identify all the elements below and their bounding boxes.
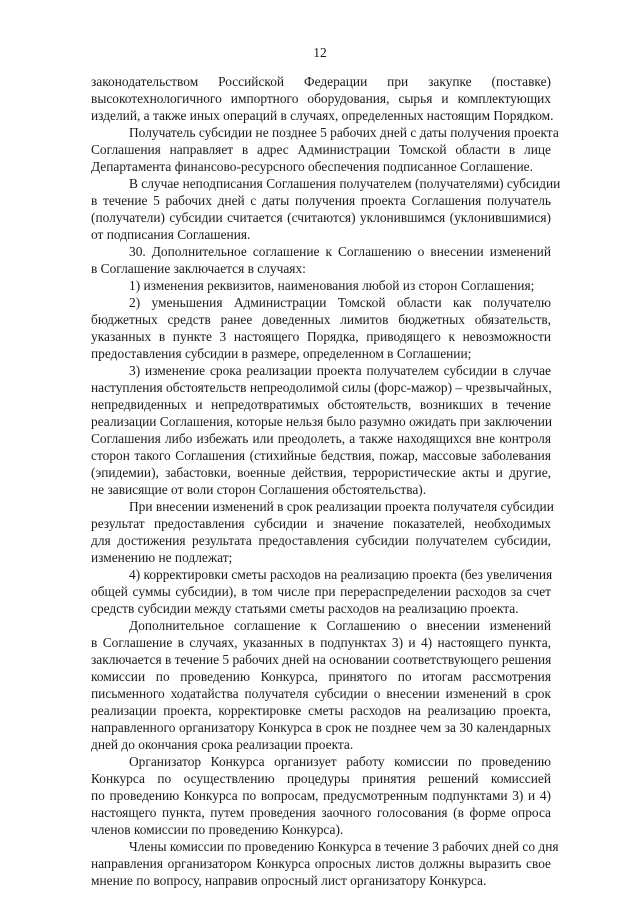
- paragraph-line: членов комиссии по проведению Конкурса).: [91, 822, 344, 837]
- paragraph: [91, 243, 551, 277]
- paragraph-line: в Соглашение заключается в случаях:: [91, 261, 306, 276]
- paragraph: [91, 566, 551, 617]
- paragraph-line: общей суммы субсидии), в том числе при перераспределении расходов за счет: [91, 584, 551, 599]
- paragraph-line: 3) изменение срока реализации проекта получателем субсидии в случае: [129, 363, 551, 378]
- paragraph: [91, 277, 551, 294]
- paragraph-line: не зависящие от воли сторон Соглашения обстоятельства).: [91, 482, 427, 497]
- paragraph: [91, 753, 551, 838]
- paragraph: [91, 498, 554, 566]
- page-number: 12: [313, 45, 327, 60]
- paragraph-line: Конкурса по осуществлению процедуры принятия решений комиссией: [91, 771, 551, 786]
- paragraph-line: 1) изменения реквизитов, наименования любой из сторон Соглашения;: [129, 278, 535, 293]
- paragraph-line: реализации проекта, корректировке сметы расходов на реализацию проекта,: [91, 703, 551, 718]
- paragraph-line: дней до окончания срока реализации проекта.: [91, 737, 354, 752]
- paragraph-line: изделий, а также иных операций в случаях, определенных настоящим Порядком.: [91, 108, 554, 123]
- paragraph-line: указанных в пункте 3 настоящего Порядка, приводящего к невозможности: [91, 329, 551, 344]
- paragraph-line: комиссии по проведению Конкурса, принятого по итогам рассмотрения: [91, 669, 551, 684]
- paragraph-line: 2) уменьшения Администрации Томской области как получателю: [129, 295, 551, 310]
- paragraph: [91, 838, 559, 889]
- paragraph-line: наступления обстоятельств непреодолимой силы (форс-мажор) – чрезвычайных,: [91, 380, 552, 395]
- paragraph-line: бюджетных средств ранее доведенных лимитов бюджетных обязательств,: [91, 312, 551, 327]
- paragraph-line: Соглашения направляет в адрес Администрации Томской области в лице: [91, 142, 551, 157]
- paragraph: [91, 124, 559, 175]
- paragraph-line: по проведению Конкурса по вопросам, предусмотренным подпунктами 3) и 4): [91, 788, 551, 803]
- paragraph-line: средств субсидии между статьями сметы расходов на реализацию проекта.: [91, 601, 519, 616]
- paragraph-line: сторон такого Соглашения (стихийные бедствия, пожар, массовые заболевания: [91, 448, 551, 463]
- paragraph: [91, 362, 551, 498]
- paragraph-line: (получатели) субсидии считается (считаются) уклонившимся (уклонившимися): [91, 210, 551, 225]
- paragraph-line: Получатель субсидии не позднее 5 рабочих дней с даты получения проекта: [129, 125, 559, 140]
- paragraph-line: Соглашения либо избежать или преодолеть, а также находящихся вне контроля: [91, 431, 551, 446]
- paragraph-line: настоящего пункта, путем проведения заочного голосования (в форме опроса: [91, 805, 551, 820]
- paragraph-line: заключается в течение 5 рабочих дней на основании соответствующего решения: [91, 652, 552, 667]
- paragraph-line: 4) корректировки сметы расходов на реализацию проекта (без увеличения: [129, 567, 553, 582]
- paragraph-line: реализации Соглашения, которые нельзя было разумно ожидать при заключении: [91, 414, 553, 429]
- paragraph-line: результат предоставления субсидии и значение показателей, необходимых: [91, 516, 551, 531]
- paragraph-line: письменного ходатайства получателя субсидии о внесении изменений в срок: [91, 686, 551, 701]
- paragraph: [91, 175, 561, 243]
- paragraph-line: направленного организатору Конкурса в срок не позднее чем за 30 календарных: [91, 720, 551, 735]
- paragraph-line: направления организатором Конкурса опросных листов должны выразить свое: [91, 856, 551, 871]
- paragraph-line: 30. Дополнительное соглашение к Соглашению о внесении изменений: [129, 244, 551, 259]
- paragraph-line: Департамента финансово-ресурсного обеспечения подписанное Соглашение.: [91, 159, 533, 174]
- paragraph: [91, 617, 551, 753]
- paragraph-line: в Соглашение в случаях, указанных в подпунктах 3) и 4) настоящего пункта,: [91, 635, 551, 650]
- paragraph: [91, 294, 551, 362]
- paragraph-line: В случае неподписания Соглашения получателем (получателями) субсидии: [129, 176, 561, 191]
- paragraph-line: высокотехнологичного импортного оборудования, сырья и комплектующих: [91, 91, 551, 106]
- paragraph-line: (эпидемии), забастовки, военные действия, террористические акты и другие,: [91, 465, 551, 480]
- paragraph-line: предоставления субсидии в размере, определенном в Соглашении;: [91, 346, 472, 361]
- paragraph-line: изменению не подлежат;: [91, 550, 233, 565]
- paragraph-line: для достижения результата предоставления субсидии получателем субсидии,: [91, 533, 551, 548]
- paragraph-line: от подписания Соглашения.: [91, 227, 251, 242]
- paragraph-line: в течение 5 рабочих дней с даты получения проекта Соглашения получатель: [91, 193, 551, 208]
- paragraph: [91, 73, 554, 124]
- paragraph-line: непредвиденных и непредотвратимых обстоятельств, возникших в течение: [91, 397, 551, 412]
- paragraph-line: законодательством Российской Федерации при закупке (поставке): [91, 74, 551, 89]
- document-body: [91, 73, 561, 889]
- paragraph-line: мнение по вопросу, направив опросный лист организатору Конкурса.: [91, 873, 487, 888]
- paragraph-line: Дополнительное соглашение к Соглашению о внесении изменений: [129, 618, 551, 633]
- paragraph-line: Организатор Конкурса организует работу комиссии по проведению: [129, 754, 551, 769]
- paragraph-line: Члены комиссии по проведению Конкурса в течение 3 рабочих дней со дня: [129, 839, 559, 854]
- paragraph-line: При внесении изменений в срок реализации проекта получателя субсидии: [129, 499, 554, 514]
